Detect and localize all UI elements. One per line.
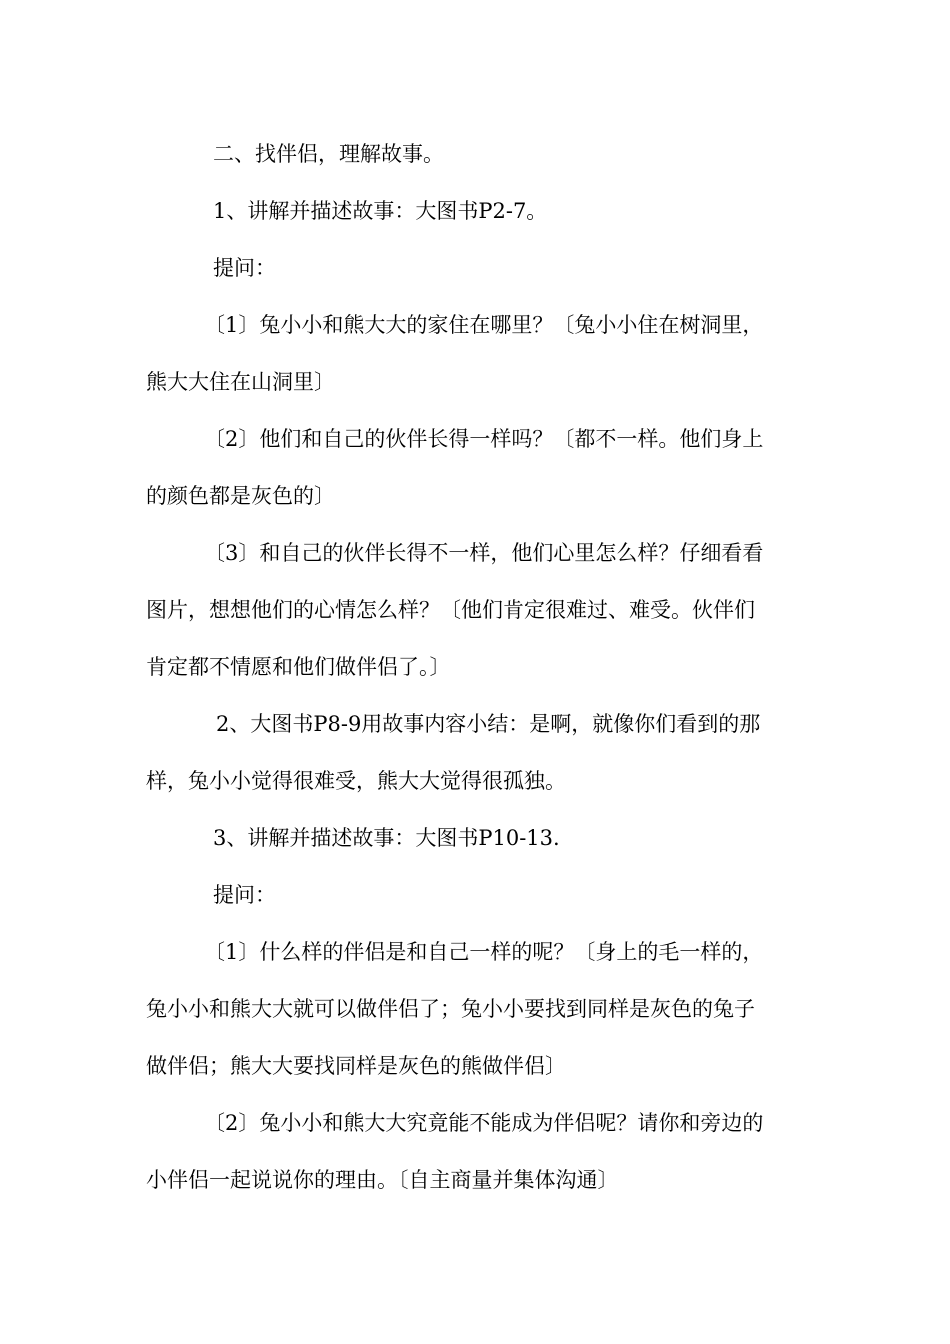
paragraph-line: 小伴侣一起说说你的理由。〔自主商量并集体沟通〕 [146, 1168, 619, 1192]
paragraph-line: 1、讲解并描述故事：大图书P2-7。 [213, 199, 548, 223]
paragraph-line: 〔2〕兔小小和熊大大究竟能不能成为伴侣呢？请你和旁边的 [204, 1111, 764, 1135]
paragraph-line: 图片，想想他们的心情怎么样？〔他们肯定很难过、难受。伙伴们 [146, 598, 755, 622]
paragraph-line: 的颜色都是灰色的〕 [146, 484, 335, 508]
paragraph-line: 提问： [213, 256, 276, 280]
paragraph-line: 做伴侣；熊大大要找同样是灰色的熊做伴侣〕 [146, 1054, 566, 1078]
paragraph-line: 〔1〕兔小小和熊大大的家住在哪里？〔兔小小住在树洞里， [204, 313, 764, 337]
paragraph-line: 〔3〕和自己的伙伴长得不一样，他们心里怎么样？仔细看看 [204, 541, 764, 565]
paragraph-line: 提问： [213, 883, 276, 907]
paragraph-line: 〔2〕他们和自己的伙伴长得一样吗？〔都不一样。他们身上 [204, 427, 764, 451]
paragraph-line: 〔1〕什么样的伴侣是和自己一样的呢？〔身上的毛一样的， [204, 940, 764, 964]
paragraph-line: 2、大图书P8-9用故事内容小结：是啊，就像你们看到的那 [216, 712, 761, 736]
paragraph-line: 3、讲解并描述故事：大图书P10-13. [213, 826, 560, 850]
paragraph-line: 熊大大住在山洞里〕 [146, 370, 335, 394]
section-heading: 二、找伴侣，理解故事。 [213, 142, 444, 166]
paragraph-line: 样，兔小小觉得很难受，熊大大觉得很孤独。 [146, 769, 566, 793]
paragraph-line: 肯定都不情愿和他们做伴侣了。〕 [146, 655, 451, 679]
paragraph-line: 兔小小和熊大大就可以做伴侣了；兔小小要找到同样是灰色的兔子 [146, 997, 755, 1021]
